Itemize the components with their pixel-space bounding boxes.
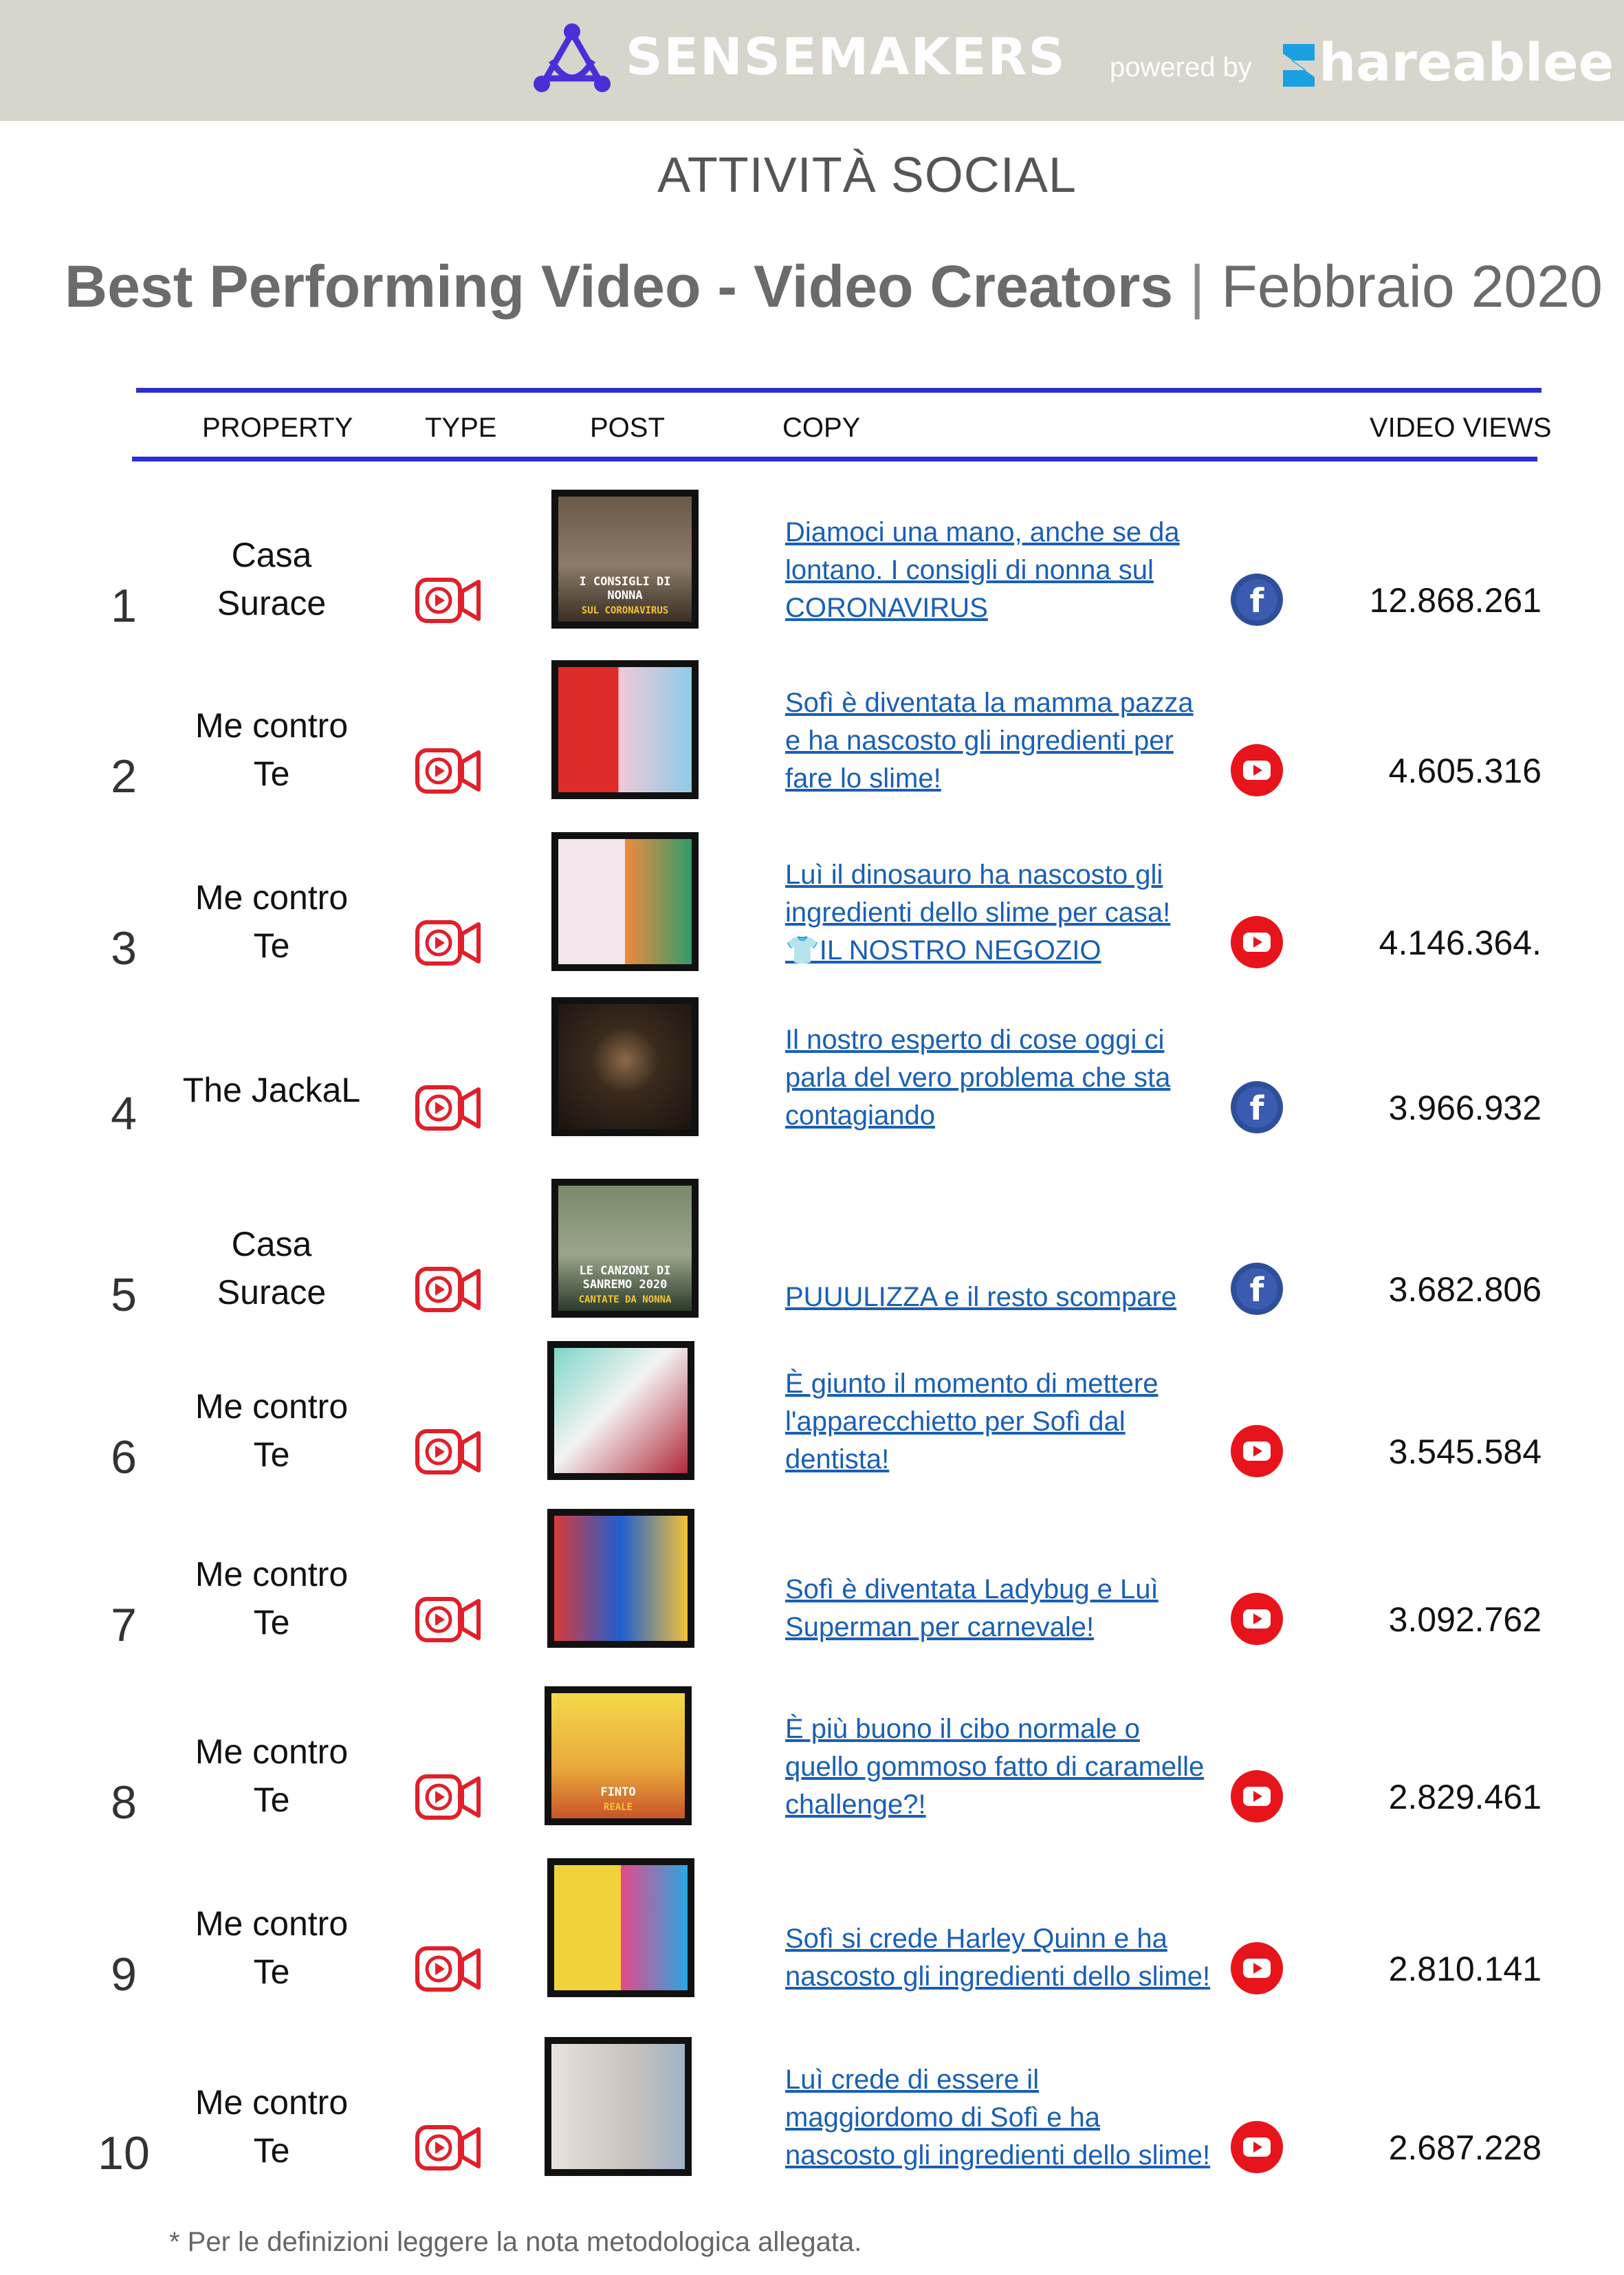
video-camera-icon xyxy=(415,747,481,795)
facebook-icon xyxy=(1225,1080,1288,1135)
youtube-icon xyxy=(1225,1941,1288,1996)
column-header-post: POST xyxy=(590,413,665,443)
row-property xyxy=(158,531,385,627)
video-camera-icon xyxy=(415,1428,481,1476)
post-thumbnail[interactable] xyxy=(547,1341,694,1480)
post-copy-link[interactable]: PUUULIZZA e il resto scompare xyxy=(785,1282,1177,1312)
post-thumbnail[interactable] xyxy=(551,997,699,1136)
partner-name: hareablee xyxy=(1319,32,1614,93)
row-property xyxy=(158,873,385,970)
section-title: ATTIVITÀ SOCIAL xyxy=(657,148,1077,203)
video-camera-icon xyxy=(415,1773,481,1821)
youtube-icon xyxy=(1225,1769,1288,1824)
thumbnail-caption: I CONSIGLI DI NONNA xyxy=(579,575,671,602)
row-rank: 7 xyxy=(111,1599,137,1651)
row-video-views: 12.868.261 xyxy=(1369,581,1541,620)
row-rank: 10 xyxy=(98,2127,150,2179)
post-copy-link[interactable]: Luì il dinosauro ha nascosto gli ingredienti dello slime per casa! 👕IL NOSTRO NEGOZIO xyxy=(785,860,1171,966)
row-property-line2: Te xyxy=(253,754,290,793)
shareablee-logo-icon xyxy=(1277,40,1320,89)
thumbnail-subcaption: REALE xyxy=(603,1802,633,1813)
row-video-views: 3.966.932 xyxy=(1388,1089,1541,1127)
row-property-line1: Me contro xyxy=(195,1555,349,1593)
post-copy-link[interactable]: Sofì è diventata Ladybug e Luì Superman per carnevale! xyxy=(785,1574,1159,1642)
row-rank: 1 xyxy=(111,580,137,632)
row-video-views: 2.687.228 xyxy=(1388,2129,1541,2167)
row-property-line2: Te xyxy=(253,1952,290,1991)
row-property-line1: Casa xyxy=(231,1225,312,1263)
facebook-icon xyxy=(1225,1261,1288,1316)
row-property-line1: Me contro xyxy=(195,878,349,917)
row-video-views: 4.605.316 xyxy=(1388,752,1541,790)
title-main: Best Performing Video - Video Creators xyxy=(65,254,1174,320)
row-video-views: 3.682.806 xyxy=(1388,1270,1541,1309)
footnote: * Per le definizioni leggere la nota metodologica allegata. xyxy=(169,2227,862,2257)
table-header-rule xyxy=(132,457,1537,461)
row-property-line2: Surace xyxy=(217,584,327,622)
row-property-line1: Me contro xyxy=(195,706,349,745)
row-video-views: 2.810.141 xyxy=(1388,1950,1541,1988)
row-rank: 8 xyxy=(111,1776,137,1829)
row-video-views: 2.829.461 xyxy=(1388,1778,1541,1816)
row-property xyxy=(158,1900,385,1996)
row-video-views: 4.146.364. xyxy=(1379,924,1541,962)
table-top-rule xyxy=(136,388,1541,393)
video-camera-icon xyxy=(415,1265,481,1314)
row-property xyxy=(158,1728,385,1824)
brand-name: SENSEMAKERS xyxy=(626,28,1066,87)
column-header-copy: COPY xyxy=(782,413,861,443)
row-property-line1: The JackaL xyxy=(182,1071,361,1109)
row-rank: 2 xyxy=(111,750,137,803)
svg-text:f: f xyxy=(1249,1271,1264,1309)
row-property xyxy=(158,701,385,798)
row-property-line2: Te xyxy=(253,1781,290,1819)
post-copy-link[interactable]: Sofì si crede Harley Quinn e ha nascosto gli ingredienti dello slime! xyxy=(785,1924,1211,1992)
post-thumbnail[interactable] xyxy=(547,1509,694,1648)
row-property xyxy=(158,1382,385,1479)
powered-by-label: powered by xyxy=(1110,52,1252,83)
video-camera-icon xyxy=(415,1596,481,1644)
post-thumbnail[interactable] xyxy=(545,1686,692,1825)
video-camera-icon xyxy=(415,576,481,624)
post-copy-link[interactable]: È giunto il momento di mettere l'apparecchietto per Sofì dal dentista! xyxy=(785,1369,1159,1474)
row-property-line2: Te xyxy=(253,1603,290,1642)
youtube-icon xyxy=(1225,2120,1288,2175)
post-thumbnail[interactable] xyxy=(551,660,699,799)
row-property xyxy=(158,2078,385,2175)
row-property-line2: Surace xyxy=(217,1273,327,1311)
post-copy-link[interactable]: È più buono il cibo normale o quello gommoso fatto di caramelle challenge?! xyxy=(785,1714,1205,1820)
column-header-video-views: VIDEO VIEWS xyxy=(1370,413,1552,443)
row-property xyxy=(158,1066,385,1114)
row-property-line2: Te xyxy=(253,1435,290,1474)
post-thumbnail[interactable] xyxy=(551,1179,699,1318)
row-rank: 4 xyxy=(111,1087,137,1140)
post-copy-link[interactable]: Diamoci una mano, anche se da lontano. I consigli di nonna sul CORONAVIRUS xyxy=(785,517,1180,623)
video-camera-icon xyxy=(415,919,481,967)
row-property xyxy=(158,1550,385,1646)
post-thumbnail[interactable] xyxy=(547,1858,694,1997)
youtube-icon xyxy=(1225,1424,1288,1479)
row-property-line1: Me contro xyxy=(195,1904,349,1943)
thumbnail-caption: FINTO xyxy=(600,1785,636,1799)
thumbnail-caption: LE CANZONI DI SANREMO 2020 xyxy=(579,1264,671,1292)
row-property-line2: Te xyxy=(253,2131,290,2170)
video-camera-icon xyxy=(415,1945,481,1993)
post-copy-link[interactable]: Il nostro esperto di cose oggi ci parla del vero problema che sta contagiando xyxy=(785,1025,1171,1131)
row-rank: 6 xyxy=(111,1431,137,1483)
svg-text:f: f xyxy=(1249,582,1264,620)
row-property-line1: Me contro xyxy=(195,1732,349,1771)
row-property-line1: Casa xyxy=(231,536,312,574)
title-separator: | xyxy=(1189,254,1205,320)
row-property xyxy=(158,1220,385,1316)
youtube-icon xyxy=(1225,915,1288,970)
post-thumbnail[interactable] xyxy=(545,2037,692,2176)
header-bar xyxy=(0,0,1624,121)
post-thumbnail[interactable] xyxy=(551,832,699,971)
row-video-views: 3.545.584 xyxy=(1388,1433,1541,1471)
facebook-icon xyxy=(1225,572,1288,627)
column-header-property: PROPERTY xyxy=(202,413,353,443)
row-rank: 9 xyxy=(111,1948,137,2001)
youtube-icon xyxy=(1225,1591,1288,1646)
title-period: Febbraio 2020 xyxy=(1221,254,1603,320)
video-camera-icon xyxy=(415,1084,481,1132)
column-header-type: TYPE xyxy=(425,413,497,443)
thumbnail-subcaption: CANTATE DA NONNA xyxy=(578,1294,672,1305)
row-rank: 3 xyxy=(111,922,137,975)
post-thumbnail[interactable] xyxy=(551,490,699,629)
row-property-line1: Me contro xyxy=(195,2083,349,2122)
svg-text:f: f xyxy=(1249,1089,1264,1128)
row-video-views: 3.092.762 xyxy=(1388,1600,1541,1639)
youtube-icon xyxy=(1225,743,1288,798)
post-copy-link[interactable]: Sofì è diventata la mamma pazza e ha nascosto gli ingredienti per fare lo slime! xyxy=(785,688,1194,794)
thumbnail-subcaption: SUL CORONAVIRUS xyxy=(581,605,669,616)
page-title xyxy=(65,253,1603,321)
row-property-line1: Me contro xyxy=(195,1387,349,1426)
video-camera-icon xyxy=(415,2124,481,2172)
sensemakers-logo-icon xyxy=(531,19,613,100)
post-copy-link[interactable]: Luì crede di essere il maggiordomo di Sofì e ha nascosto gli ingredienti dello slime! xyxy=(785,2065,1211,2170)
row-property-line2: Te xyxy=(253,926,290,965)
row-rank: 5 xyxy=(111,1269,137,1321)
